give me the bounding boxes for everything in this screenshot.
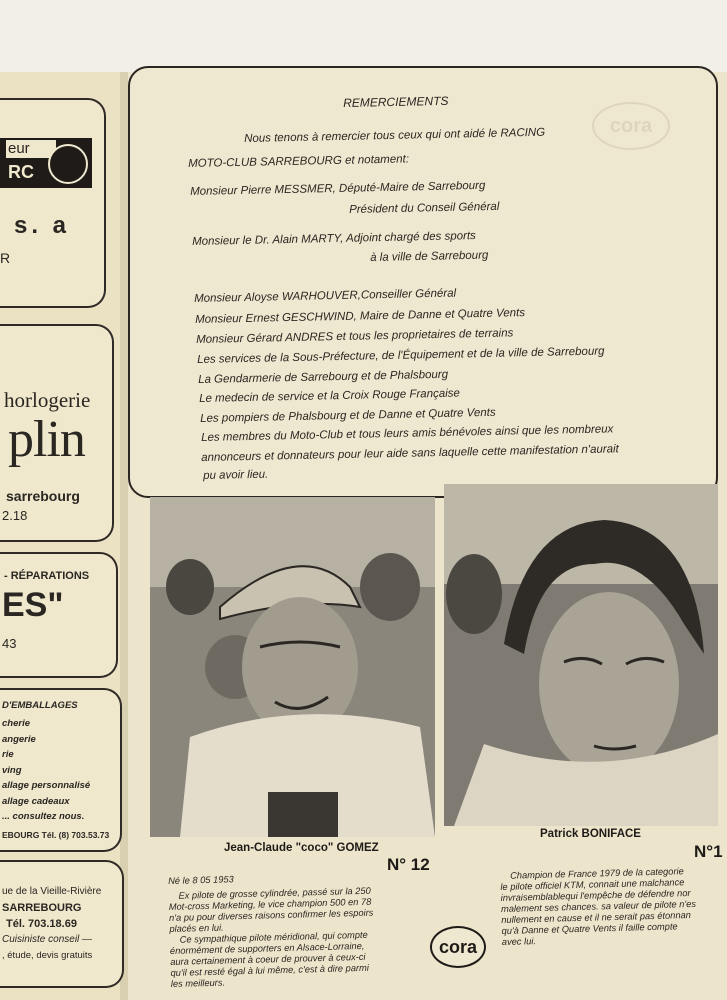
advert-4-item: cherie: [2, 718, 30, 729]
bio-line: n'a pu pour diverses raisons confirmer les espoirs: [168, 907, 374, 923]
black-circle-icon: [48, 144, 88, 184]
rider-portrait-icon: [150, 497, 435, 837]
advert-2-line4: 2.18: [2, 508, 28, 523]
bio-line: Mot-cross Marketing, le vice champion 500 en 78: [168, 896, 372, 912]
bio-line: Ex pilote de grosse cylindrée, passé sur la 250: [178, 885, 371, 901]
advert-5-line4: Cuisiniste conseil —: [2, 934, 93, 945]
thanks-line: Les services de la Sous-Préfecture, de l'Équipement et de la ville de Sarrebourg: [197, 345, 605, 366]
thanks-marty-1: Monsieur le Dr. Alain MARTY, Adjoint chargé des sports: [192, 230, 476, 248]
advert-5-line5: , étude, devis gratuits: [2, 950, 93, 961]
thanks-intro-1: Nous tenons à remercier tous ceux qui ont aidé le RACING: [244, 126, 546, 145]
cora-logo: [430, 926, 486, 968]
advert-1: [0, 98, 106, 308]
bio-line: le pilote officiel KTM, connait une malchance: [500, 877, 685, 892]
thanks-marty-2: à la ville de Sarrebourg: [370, 249, 489, 264]
bio-line: placés en lui.: [169, 922, 224, 934]
rider-bio-gomez: [168, 871, 375, 990]
bio-line: invraisemblablequi l'empêche de défendre nor: [500, 888, 691, 903]
advert-4-item: allage cadeaux: [2, 795, 70, 807]
thanks-messmer-2: Président du Conseil Général: [349, 200, 500, 216]
thanks-line: La Gendarmerie de Sarrebourg et de Phalsbourg: [198, 368, 449, 386]
bio-line: avec lui.: [501, 936, 537, 947]
photo-gomez: [150, 497, 435, 837]
bleed-through-watermark: cora: [592, 102, 670, 150]
rider-bio-boniface: [500, 866, 697, 948]
thanks-messmer-1: Monsieur Pierre MESSMER, Député-Maire de Sarrebourg: [190, 179, 486, 198]
bio-line: qu'à Danne et Quatre Vents il faille compte: [501, 921, 678, 936]
advert-1-line2: RC: [8, 162, 34, 182]
photo-boniface: [444, 484, 718, 826]
advert-4-item: rie: [2, 749, 14, 760]
rider-number-boniface: N°1: [694, 842, 723, 861]
rider-number-gomez: N° 12: [387, 855, 430, 874]
advert-3-line2: ES": [2, 586, 64, 624]
thanks-line: Les membres du Moto-Club et tous leurs amis bénévoles ainsi que les nombreux: [201, 423, 614, 444]
advert-4-item: ... consultez nous.: [2, 811, 85, 822]
bio-line: qu'il est resté égal à lui même, c'est à dire parmi: [170, 962, 369, 978]
advert-1-line1: eur: [8, 140, 30, 157]
rider-name-gomez: Jean-Claude "coco" GOMEZ: [224, 842, 379, 854]
advert-4-list: [2, 716, 90, 825]
advert-3-line3: 43: [2, 636, 17, 651]
thanks-line: Les pompiers de Phalsbourg et de Danne et Quatre Vents: [200, 406, 496, 425]
advert-2-line1: horlogerie: [4, 388, 91, 412]
advert-4-item: ving: [2, 764, 22, 776]
advert-5: [0, 860, 124, 988]
advert-4: [0, 688, 122, 852]
advert-2-line2: plin: [8, 411, 85, 468]
advert-5-line3: Tél. 703.18.69: [6, 918, 77, 930]
page-fold: [120, 72, 128, 1000]
thanks-line: Monsieur Ernest GESCHWIND, Maire de Danne et Quatre Vents: [195, 307, 526, 326]
thanks-line: annonceurs et donnateurs pour leur aide sans laquelle cette manifestation n'aurait: [201, 443, 619, 464]
bio-line: Né le 8 05 1953: [168, 874, 234, 886]
bio-line: malement ses chances. sa valeur de pilote n'es: [500, 898, 697, 914]
bio-line: aura certainement à coeur de prouver à ceux-ci: [170, 951, 366, 967]
thanks-line: Monsieur Aloyse WARHOUVER,Conseiller Général: [194, 287, 457, 305]
background-sheet: [0, 0, 727, 75]
advert-5-line1: ue de la Vieille-Rivière: [2, 886, 102, 897]
thanks-intro-2: MOTO-CLUB SARREBOURG et notament:: [188, 153, 410, 170]
rider-portrait-icon: [444, 484, 718, 826]
advert-3: [0, 552, 118, 678]
thanks-line: Monsieur Gérard ANDRES et tous les proprietaires de terrains: [196, 327, 514, 346]
cora-logo-text: cora: [438, 937, 478, 957]
bio-line: nullement en cause et il ne serait pas étonnan: [501, 910, 692, 925]
rider-name-boniface: Patrick BONIFACE: [540, 828, 641, 840]
advert-4-item: allage personnalisé: [2, 780, 91, 791]
advert-1-line3: s. a: [14, 212, 71, 239]
bio-line: Champion de France 1979 de la categorie: [509, 866, 684, 881]
advert-2: [0, 324, 114, 542]
bio-line: Ce sympathique pilote méridional, qui compte: [179, 929, 368, 945]
bio-line: énormément de supporters en Alsace-Lorraine,: [169, 940, 365, 956]
thanks-title: REMERCIEMENTS: [343, 93, 449, 110]
advert-4-item: angerie: [2, 733, 36, 745]
thanks-line: Le medecin de service et la Croix Rouge Française: [199, 387, 460, 405]
advert-2-line3: sarrebourg: [6, 488, 80, 504]
advert-4-title: D'EMBALLAGES: [2, 700, 78, 711]
bio-line: les meilleurs.: [170, 977, 226, 989]
thanks-line: pu avoir lieu.: [203, 468, 269, 482]
advert-1-line4: R: [0, 250, 11, 266]
advert-4-footer: EBOURG Tél. (8) 703.53.73: [2, 830, 110, 840]
advert-5-line2: SARREBOURG: [2, 902, 82, 914]
advert-3-line1: - RÉPARATIONS: [4, 570, 90, 582]
